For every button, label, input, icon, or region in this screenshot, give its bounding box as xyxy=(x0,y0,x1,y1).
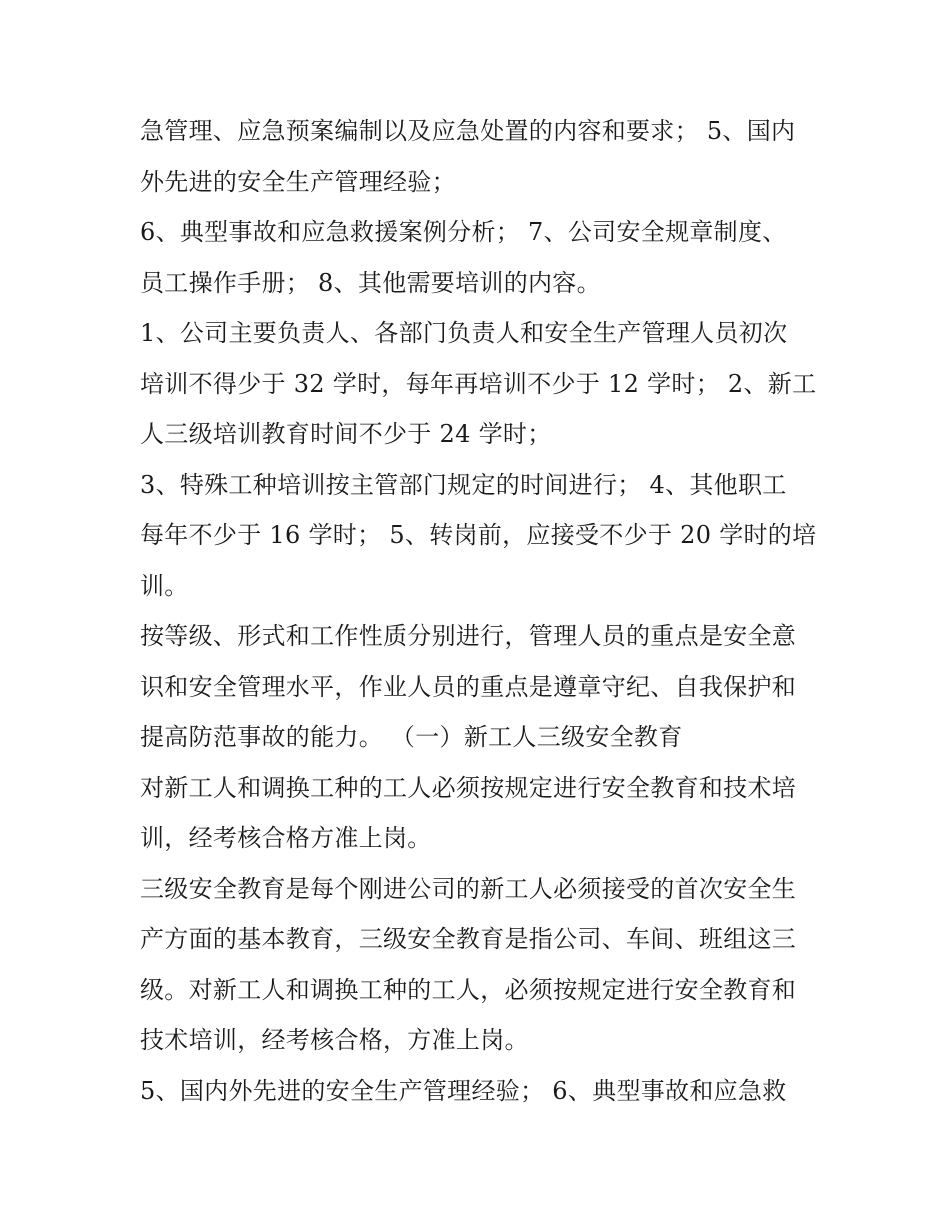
text-line: 训。 xyxy=(140,571,189,600)
text-line: 培训不得少于 32 学时，每年再培训不少于 12 学时； 2、新工 xyxy=(140,369,817,398)
text-line: 三级安全教育是每个刚进公司的新工人必须接受的首次安全生 xyxy=(140,874,797,903)
text-line: 人三级培训教育时间不少于 24 学时； xyxy=(140,420,552,448)
text-line: 提高防范事故的能力。 （一）新工人三级安全教育 xyxy=(140,723,683,751)
text-line: 3、特殊工种培训按主管部门规定的时间进行； 4、其他职工 xyxy=(140,470,787,499)
text-line: 5、国内外先进的安全生产管理经验； 6、典型事故和应急救 xyxy=(140,1076,787,1105)
text-line: 级。对新工人和调换工种的工人，必须按规定进行安全教育和 xyxy=(140,975,797,1004)
text-line: 训，经考核合格方准上岗。 xyxy=(140,824,432,852)
text-line: 员工操作手册； 8、其他需要培训的内容。 xyxy=(140,268,601,297)
text-line: 技术培训，经考核合格，方准上岗。 xyxy=(140,1026,529,1054)
text-line: 外先进的安全生产管理经验； xyxy=(140,167,456,196)
text-line: 6、典型事故和应急救援案例分析； 7、公司安全规章制度、 xyxy=(140,218,787,246)
text-line: 对新工人和调换工种的工人必须按规定进行安全教育和技术培 xyxy=(140,773,797,802)
text-line: 每年不少于 16 学时； 5、转岗前，应接受不少于 20 学时的培 xyxy=(140,521,817,549)
text-line: 产方面的基本教育，三级安全教育是指公司、车间、班组这三 xyxy=(140,925,797,953)
text-line: 按等级、形式和工作性质分别进行，管理人员的重点是安全意 xyxy=(140,622,797,650)
text-line: 急管理、应急预案编制以及应急处置的内容和要求； 5、国内 xyxy=(140,117,796,145)
text-line: 识和安全管理水平，作业人员的重点是遵章守纪、自我保护和 xyxy=(140,672,797,701)
document-body xyxy=(140,106,820,1116)
text-line: 1、公司主要负责人、各部门负责人和安全生产管理人员初次 xyxy=(140,319,788,347)
